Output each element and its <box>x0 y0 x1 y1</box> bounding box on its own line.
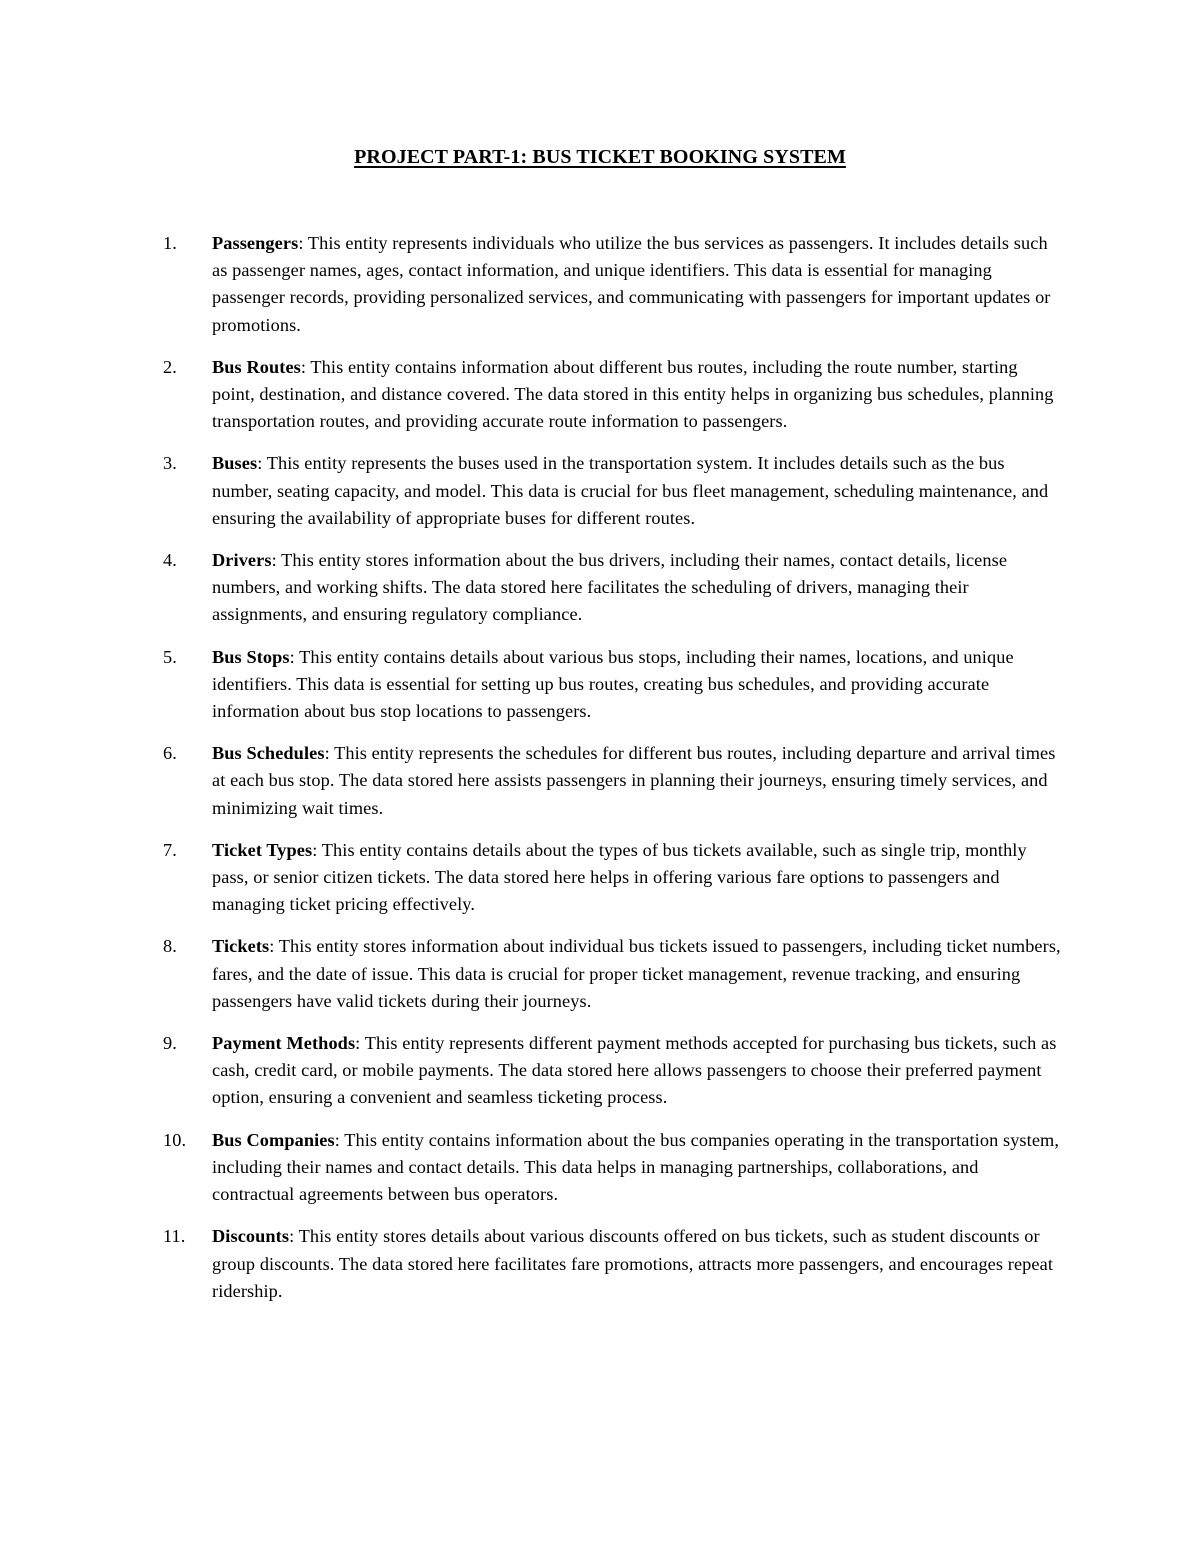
entity-description: : This entity contains details about the types of bus tickets available, such as single trip, monthly pass, or senior citizen tickets. The data stored here helps in offering various fare options to passengers and managing ticket pricing effectively. <box>212 839 1027 915</box>
document-title: PROJECT PART-1: BUS TICKET BOOKING SYSTEM <box>354 146 846 168</box>
list-item <box>163 450 1062 532</box>
entity-term: Bus Companies <box>212 1129 335 1150</box>
entity-description: : This entity represents individuals who utilize the bus services as passengers. It includes details such as passenger names, ages, contact information, and unique identifiers. This data is essential for managing passenger records, providing personalized services, and communicating with passengers for important updates or promotions. <box>212 233 1051 335</box>
entity-term: Payment Methods <box>212 1033 356 1054</box>
entity-term: Drivers <box>212 550 272 571</box>
entity-term: Bus Stops <box>212 646 290 667</box>
list-item <box>163 1223 1062 1305</box>
list-item-number: 8. <box>163 936 177 957</box>
list-item-number: 3. <box>163 453 177 474</box>
list-item-number: 10. <box>163 1129 187 1150</box>
list-item <box>163 644 1062 726</box>
entity-description: : This entity represents different payment methods accepted for purchasing bus tickets, such as cash, credit card, or mobile payments. The data stored here allows passengers to choose their preferred payment option, ensuring a convenient and seamless ticketing process. <box>212 1033 1057 1108</box>
entity-term: Tickets <box>212 936 270 957</box>
list-item <box>163 740 1062 822</box>
entity-term: Bus Routes <box>212 356 301 377</box>
list-item-number: 4. <box>163 550 177 571</box>
entity-description: : This entity represents the buses used in the transportation system. It includes details such as the bus number, seating capacity, and model. This data is crucial for bus fleet management, scheduling maintenance, and ensuring the availability of appropriate buses for different routes. <box>212 453 1049 528</box>
list-item-number: 1. <box>163 233 177 253</box>
entity-description: : This entity contains information about the bus companies operating in the transportation system, including their names and contact details. This data helps in managing partnerships, collaborations, and contractual agreements between bus operators. <box>212 1129 1060 1205</box>
list-item <box>163 837 1062 919</box>
list-item <box>163 354 1062 436</box>
entity-description: : This entity stores information about individual bus tickets issued to passengers, including ticket numbers, fares, and the date of issue. This data is crucial for proper ticket management, revenue tracking, and ensuring passengers have valid tickets during their journeys. <box>212 936 1061 1011</box>
entity-description: : This entity represents the schedules for different bus routes, including departure and arrival times at each bus stop. The data stored here assists passengers in planning their journeys, ensuring timely services, and minimizing wait times. <box>212 743 1056 818</box>
list-item-number: 7. <box>163 839 177 860</box>
entity-description: : This entity contains information about different bus routes, including the route number, starting point, destination, and distance covered. The data stored in this entity helps in organizing bus schedules, planning transportation routes, and providing accurate route information to passengers. <box>212 356 1054 432</box>
list-item-number: 11. <box>163 1226 186 1247</box>
list-item-number: 5. <box>163 646 177 667</box>
list-item <box>163 933 1062 1015</box>
list-item-number: 6. <box>163 743 177 764</box>
entity-description: : This entity stores information about the bus drivers, including their names, contact details, license numbers, and working shifts. The data stored here facilitates the scheduling of drivers, managing their assignments, and ensuring regulatory compliance. <box>212 550 1008 625</box>
list-item <box>163 547 1062 629</box>
list-item <box>163 1030 1062 1112</box>
entity-term: Discounts <box>212 1226 290 1247</box>
list-item <box>163 230 1062 339</box>
list-item <box>163 1127 1062 1209</box>
entity-term: Bus Schedules <box>212 743 325 764</box>
entity-term: Buses <box>212 453 258 474</box>
entity-description: : This entity stores details about various discounts offered on bus tickets, such as student discounts or group discounts. The data stored here facilitates fare promotions, attracts more passengers, and encourages repeat ridership. <box>212 1226 1054 1301</box>
list-item-number: 2. <box>163 356 177 377</box>
entity-term: Passengers <box>212 233 299 253</box>
entity-description: : This entity contains details about various bus stops, including their names, locations, and unique identifiers. This data is essential for setting up bus routes, creating bus schedules, and providing accurate information about bus stop locations to passengers. <box>212 646 1014 722</box>
entity-list <box>163 230 1062 1320</box>
entity-term: Ticket Types <box>212 839 313 860</box>
list-item-number: 9. <box>163 1033 177 1054</box>
